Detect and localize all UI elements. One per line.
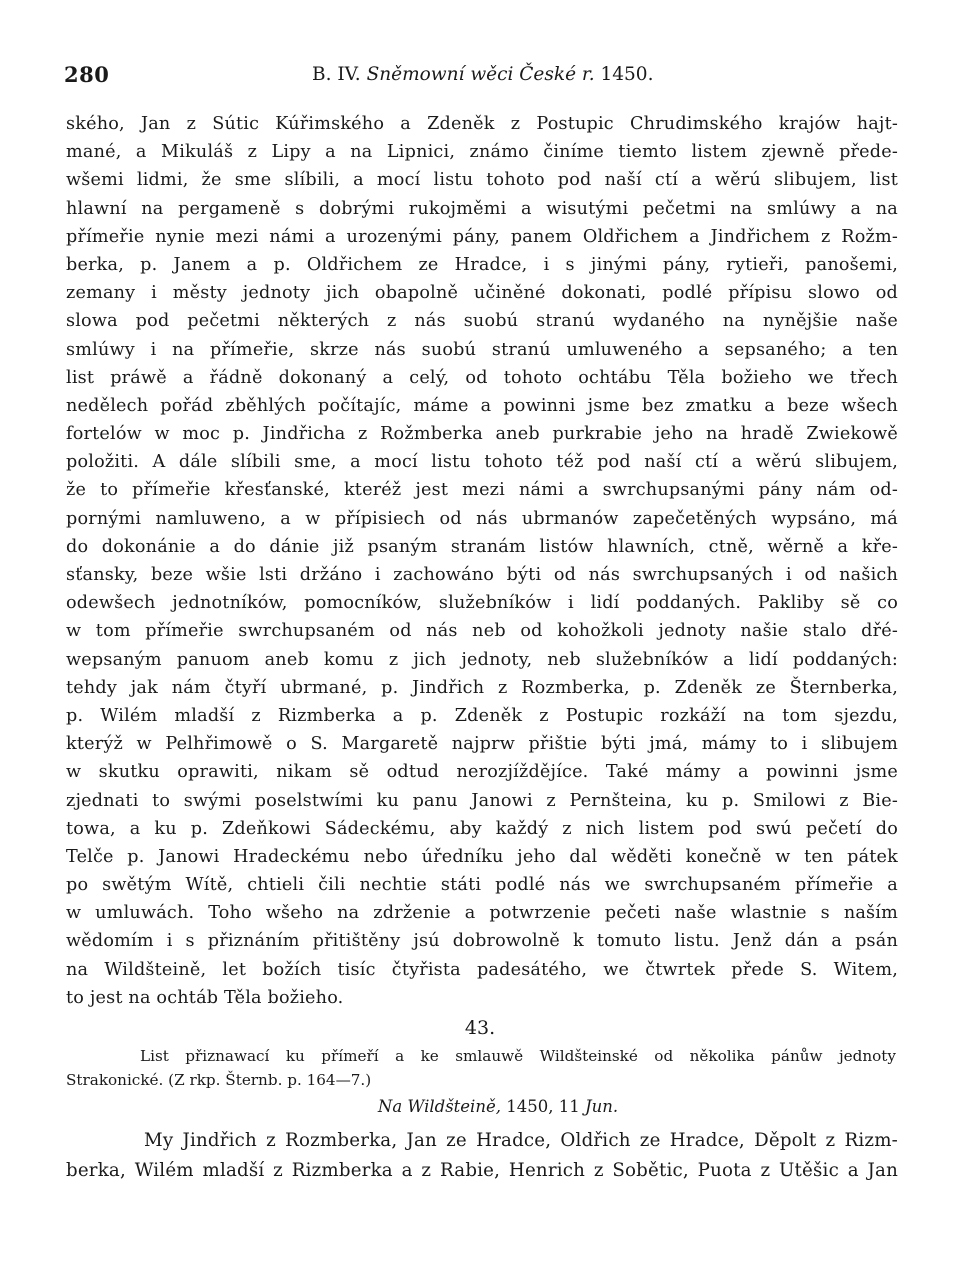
- text-line: berka, Wilém mladší z Rizmberka a z Rabie, Henrich z Sobětic, Puota z Utěšic a Jan: [66, 1160, 898, 1181]
- second-document-text: [66, 1126, 898, 1186]
- running-head-year: 1450.: [600, 64, 654, 85]
- dateline-place: Na Wildšteině,: [377, 1097, 501, 1116]
- text-line: mané, a Mikuláš z Lipy a na Lipnici, známo činíme tiemto listem zjewně přede-: [66, 142, 898, 163]
- text-line: towa, a ku p. Zdeňkowi Sádeckému, aby každý z nich listem pod swú pečetí do: [66, 818, 898, 839]
- text-line: nedělech pořád zběhlých počítajíc, máme a powinni jsme bez zmatku a beze wšech: [66, 395, 898, 416]
- text-line: na Wildšteině, let božích tisíc čtyřista padesátého, we čtwrtek přede S. Witem,: [66, 959, 898, 980]
- text-line: wědomím i s přiznáním přitištěny jsú dobrowolně k tomuto listu. Jenž dán a psán: [66, 931, 898, 952]
- text-line: sťansky, beze wšie lsti držáno i zachowáno býti od nás swrchupsaných i od našich: [66, 565, 898, 585]
- text-line: zjednati to swými poselstwími ku panu Janowi z Pernšteina, ku p. Smilowi z Bie-: [66, 790, 898, 811]
- regest-line: List přiznawací ku přímeří a ke smlauwě Wildšteinské od několika pánůw jednoty: [140, 1047, 896, 1065]
- text-line: smlúwy i na přímeřie, skrze nás suobú stranú umluweného a sepsaného; a ten: [66, 339, 898, 360]
- running-head-title: Sněmowní wěci České r.: [366, 64, 595, 85]
- text-line: že to přímeřie křesťanské, kteréž jest mezi námi a swrchupsanými pány nám od-: [66, 480, 898, 501]
- text-line: w umluwách. Toho wšeho na zdrženie a potwrzenie pečeti naše wlastnie s naším: [66, 903, 898, 924]
- regest-line: Strakonické. (Z rkp. Šternb. p. 164—7.): [66, 1071, 372, 1089]
- text-line: odewšech jednotníków, pomocníków, služebníków i lidí poddaných. Pakliby sě co: [66, 593, 898, 614]
- text-line: po swětým Wítě, chtieli čili nechtie státi podlé nás we swrchupsaném přímeřie a: [66, 875, 898, 896]
- running-head-section: B. IV.: [312, 64, 361, 85]
- text-line: Telče p. Janowi Hradeckému nebo úředníku jeho dal wěděti konečně w ten pátek: [66, 846, 898, 867]
- dateline-month: Jun.: [584, 1097, 619, 1116]
- text-line: hlawní na pergameně s dobrými rukojměmi a wisutými pečetmi na smlúwy a na: [66, 198, 898, 219]
- text-line: list práwě a řádně dokonaný a celý, od tohoto ochtábu Těla božieho we třech: [66, 367, 898, 388]
- text-line: zemany i městy jednoty jich obapolně učiněné dokonati, podlé přípisu slowo od: [66, 283, 898, 304]
- document-regest: [66, 1044, 896, 1092]
- text-line: berka, p. Janem a p. Oldřichem ze Hradce, i s jinými pány, rytieři, panošemi,: [66, 254, 898, 275]
- text-line: pornými namluweno, a w přípisiech od nás ubrmanów zapečetěných wypsáno, má: [66, 508, 898, 529]
- main-text-block: [66, 110, 898, 1012]
- running-head: [312, 64, 653, 85]
- page-number: 280: [64, 62, 110, 87]
- text-line: přímeřie nynie mezi námi a urozenými pány, panem Oldřichem a Jindřichem z Rožm-: [66, 226, 898, 247]
- dateline: [0, 1094, 960, 1120]
- text-line: w skutku oprawiti, nikam sě odtud nerozjíždějíce. Také mámy a powinni jsme: [66, 762, 898, 783]
- text-line: tehdy jak nám čtyří ubrmané, p. Jindřich z Rozmberka, p. Zdeněk ze Šternberka,: [66, 677, 898, 698]
- text-line: kterýž w Pelhřimowě o S. Margaretě najprw přištie býti jmá, mámy to i slibujem: [66, 734, 898, 755]
- text-line: do dokonánie a do dánie již psaným stranám listów hlawních, ctně, wěrně a kře-: [66, 536, 898, 557]
- text-line: wepsaným panuom aneb komu z jich jednoty, neb služebníków a lidí poddaných:: [66, 649, 898, 670]
- text-line: položiti. A dále slíbili sme, a mocí listu tohoto též pod naší ctí a wěrú slibujem,: [66, 452, 898, 473]
- text-line: w tom přímeřie swrchupsaném od nás neb od kohožkoli jednoty našie stalo dřé-: [66, 621, 898, 642]
- text-line: fortelów w moc p. Jindřicha z Rožmberka aneb purkrabie jeho na hradě Zwiekowě: [66, 424, 898, 445]
- text-line: p. Wilém mladší z Rizmberka a p. Zdeněk z Postupic rozkáží na tom sjezdu,: [66, 705, 898, 726]
- page-header: [64, 62, 896, 96]
- document-number: 43.: [464, 1017, 496, 1039]
- dateline-date: 1450, 11: [506, 1097, 580, 1116]
- text-line: to jest na ochtáb Těla božieho.: [66, 987, 344, 1008]
- text-line: wšemi lidmi, že sme slíbili, a mocí listu tohoto pod naší ctí a wěrú slibujem, list: [66, 170, 898, 191]
- text-line: slowa pod pečetmi některých z nás suobú stranú wydaného na nynějšie naše: [66, 311, 898, 332]
- text-line: ského, Jan z Sútic Kúřimského a Zdeněk z Postupic Chrudimského krajów hajt-: [66, 114, 898, 134]
- text-line: My Jindřich z Rozmberka, Jan ze Hradce, Oldřich ze Hradce, Děpolt z Rizm-: [144, 1130, 898, 1151]
